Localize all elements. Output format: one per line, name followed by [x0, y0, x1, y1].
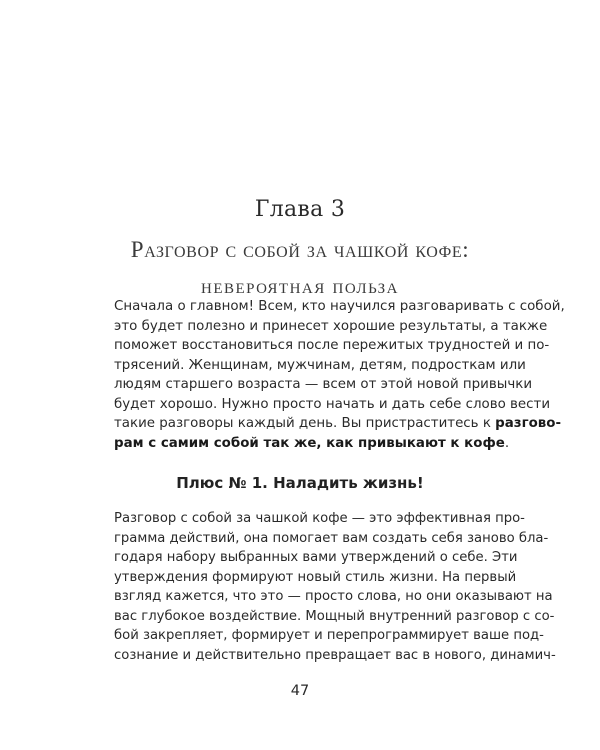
- text-normal: такие разговоры каждый день. Вы пристраститесь к: [114, 416, 496, 431]
- section-heading: Плюс № 1. Наладить жизнь!: [176, 474, 424, 492]
- text-line: бой закрепляет, формирует и перепрограммирует ваше под-: [114, 628, 544, 643]
- chapter-title: [60, 232, 540, 304]
- text-line: Сначала о главном! Всем, кто научился разговаривать с собой,: [114, 299, 565, 314]
- paragraph-intro: [114, 297, 565, 453]
- text-line: поможет восстановиться после пережитых трудностей и по-: [114, 338, 550, 353]
- text-line: людям старшего возраста — всем от этой новой привычки: [114, 377, 533, 392]
- text-line: трясений. Женщинам, мужчинам, детям, подросткам или: [114, 357, 526, 373]
- text-line: взгляд кажется, что это — просто слова, но они оказывают на: [114, 589, 553, 604]
- text-normal: .: [504, 435, 510, 451]
- text-line: Разговор с собой за чашкой кофе — это эффективная про-: [114, 511, 525, 526]
- text-bold: разгово-: [495, 416, 562, 431]
- text-line: вас глубокое воздействие. Мощный внутренний разговор с со-: [114, 608, 555, 624]
- text-line: [114, 414, 562, 434]
- text-line: грамма действий, она помогает вам создать себя заново бла-: [114, 530, 549, 546]
- chapter-title-line-2: невероятная польза: [200, 274, 399, 298]
- text-line: годаря набору выбранных вами утверждений о себе. Эти: [114, 550, 518, 565]
- chapter-title-line-1: Разговор с собой за чашкой кофе:: [130, 237, 470, 262]
- text-line: это будет полезно и принесет хорошие результаты, а также: [114, 318, 548, 334]
- chapter-number: Глава 3: [254, 197, 346, 222]
- page-number: 47: [290, 683, 310, 699]
- text-line: сознание и действительно превращает вас в нового, динамич-: [114, 647, 556, 663]
- text-line: будет хорошо. Нужно просто начать и дать себе слово вести: [114, 396, 551, 412]
- text-bold: рам с самим собой так же, как привыкают к кофе: [114, 435, 505, 451]
- paragraph-section: [114, 509, 556, 665]
- text-line: утверждения формируют новый стиль жизни. На первый: [114, 569, 517, 585]
- text-line: [114, 434, 510, 454]
